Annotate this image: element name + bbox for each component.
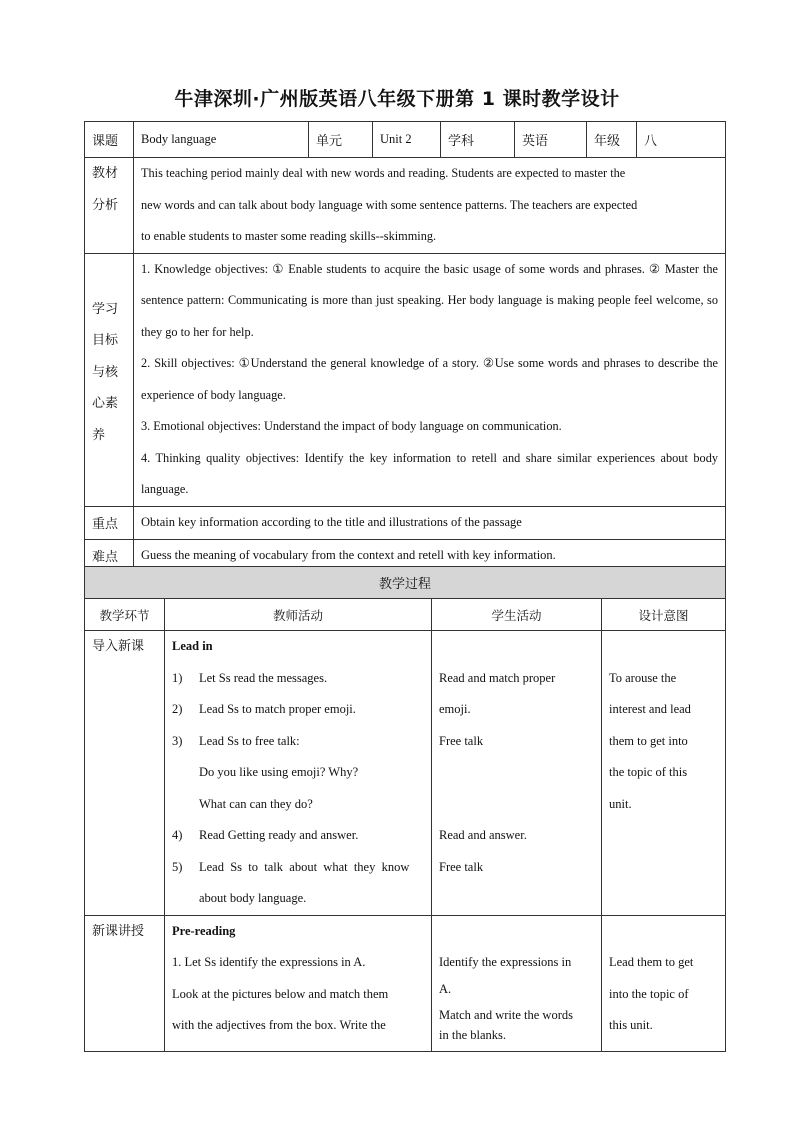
student-line: Free talk xyxy=(439,859,484,874)
student-line: in the blanks. xyxy=(439,1027,507,1042)
subject-label: 学科 xyxy=(441,122,515,158)
grade-value: 八 xyxy=(637,122,726,158)
page-title: 牛津深圳·广州版英语八年级下册第 1 课时教学设计 xyxy=(174,88,620,110)
activity-item: What can can they do? xyxy=(199,796,313,811)
column-header: 学生活动 xyxy=(432,599,602,631)
process-heading-row xyxy=(85,567,726,599)
unit-label: 单元 xyxy=(309,122,373,158)
intent-line: the topic of this xyxy=(609,765,688,779)
activity-item: Do you like using emoji? Why? xyxy=(199,765,359,779)
analysis-label-line: 分析 xyxy=(92,197,119,213)
objectives-label-line: 与核 xyxy=(92,364,119,380)
student-line: Read and answer. xyxy=(439,828,527,842)
student-line: Identify the expressions in xyxy=(439,955,572,969)
column-header: 教学环节 xyxy=(85,599,165,631)
analysis-row xyxy=(85,158,726,254)
objective-item: 3. Emotional objectives: Understand the impact of body language on communication. xyxy=(141,419,562,433)
activity-line: Look at the pictures below and match them xyxy=(172,986,389,1001)
student-line xyxy=(439,789,594,821)
objectives-text xyxy=(134,253,726,506)
analysis-line: This teaching period mainly deal with new words and reading. Students are expected to master the xyxy=(141,166,626,180)
teaching-process-table xyxy=(84,566,726,1052)
objectives-label-line: 心素 xyxy=(92,396,119,411)
student-line: Read and match proper xyxy=(439,670,556,685)
objectives-label xyxy=(85,253,134,506)
teacher-activity-cell xyxy=(165,915,432,1051)
key-point-label: 重点 xyxy=(85,506,134,539)
intent-cell xyxy=(602,631,726,916)
student-activity-cell xyxy=(432,631,602,916)
objective-item: 2. Skill objectives: ①Understand the general knowledge of a story. ②Use some words and phrases to describe the experience of body language. xyxy=(141,356,718,402)
objective-item: 1. Knowledge objectives: ① Enable students to acquire the basic usage of some words and phrases. ② Master the sentence pattern: Communicating is more than just speaking. Her body language is making people feel welcome, so they go to her for help. xyxy=(141,261,718,339)
intent-line: Lead them to get xyxy=(609,955,694,969)
lead-in-row xyxy=(85,631,726,916)
activity-item: 4) Read Getting ready and answer. xyxy=(172,828,359,842)
difficult-point-value: Guess the meaning of vocabulary from the context and retell with key information. xyxy=(134,539,726,571)
activity-item: 3) Lead Ss to free talk: xyxy=(172,733,300,748)
intent-line: them to get into xyxy=(609,733,688,748)
difficult-point-label: 难点 xyxy=(85,539,134,571)
objectives-row xyxy=(85,253,726,506)
grade-label: 年级 xyxy=(587,122,637,158)
student-line xyxy=(439,631,594,663)
process-header-row xyxy=(85,599,726,631)
activity-item: 5) Lead Ss to talk about what they know xyxy=(172,859,410,874)
student-line: emoji. xyxy=(439,702,471,716)
student-line: A. xyxy=(439,981,452,996)
objectives-label-line: 目标 xyxy=(92,333,119,348)
analysis-line: new words and can talk about body language with some sentence patterns. The teachers are expected xyxy=(141,197,638,212)
activity-item: 1) Let Ss read the messages. xyxy=(172,670,328,685)
teacher-activity-cell xyxy=(165,631,432,916)
objectives-label-line: 学习 xyxy=(92,301,119,317)
intent-line: unit. xyxy=(609,796,632,811)
stage-cell: 导入新课 xyxy=(85,631,165,916)
activity-item: about body language. xyxy=(199,891,307,905)
analysis-text xyxy=(134,158,726,254)
student-activity-cell xyxy=(432,915,602,1051)
section-title: Pre-reading xyxy=(172,923,236,938)
activity-item: 2) Lead Ss to match proper emoji. xyxy=(172,702,356,716)
topic-value: Body language xyxy=(134,122,309,158)
process-heading: 教学过程 xyxy=(85,567,726,599)
activity-line: with the adjectives from the box. Write the xyxy=(172,1018,386,1032)
column-header: 设计意图 xyxy=(602,599,726,631)
analysis-line: to enable students to master some reading skills--skimming. xyxy=(141,229,437,243)
analysis-label-line: 教材 xyxy=(92,166,119,181)
section-title: Lead in xyxy=(172,639,213,653)
student-line xyxy=(439,757,594,789)
analysis-label xyxy=(85,158,134,254)
stage-cell: 新课讲授 xyxy=(85,915,165,1051)
intent-line: this unit. xyxy=(609,1018,653,1032)
intent-line: interest and lead xyxy=(609,702,691,716)
key-point-row xyxy=(85,506,726,539)
activity-line: 1. Let Ss identify the expressions in A. xyxy=(172,955,366,969)
info-row xyxy=(85,122,726,158)
intent-line: into the topic of xyxy=(609,986,689,1001)
objective-item: 4. Thinking quality objectives: Identify the key information to retell and share similar experiences about body language. xyxy=(141,450,718,496)
intent-line: To arouse the xyxy=(609,670,677,685)
student-line: Match and write the words xyxy=(439,1007,573,1022)
key-point-value: Obtain key information according to the title and illustrations of the passage xyxy=(134,506,726,539)
unit-value: Unit 2 xyxy=(373,122,441,158)
intent-cell xyxy=(602,915,726,1051)
new-lesson-row xyxy=(85,915,726,1051)
lesson-info-table xyxy=(84,121,726,572)
intent-line xyxy=(609,631,718,663)
column-header: 教师活动 xyxy=(165,599,432,631)
objectives-label-line: 养 xyxy=(92,427,106,443)
subject-value: 英语 xyxy=(515,122,587,158)
topic-label: 课题 xyxy=(85,122,134,158)
student-line: Free talk xyxy=(439,733,484,748)
